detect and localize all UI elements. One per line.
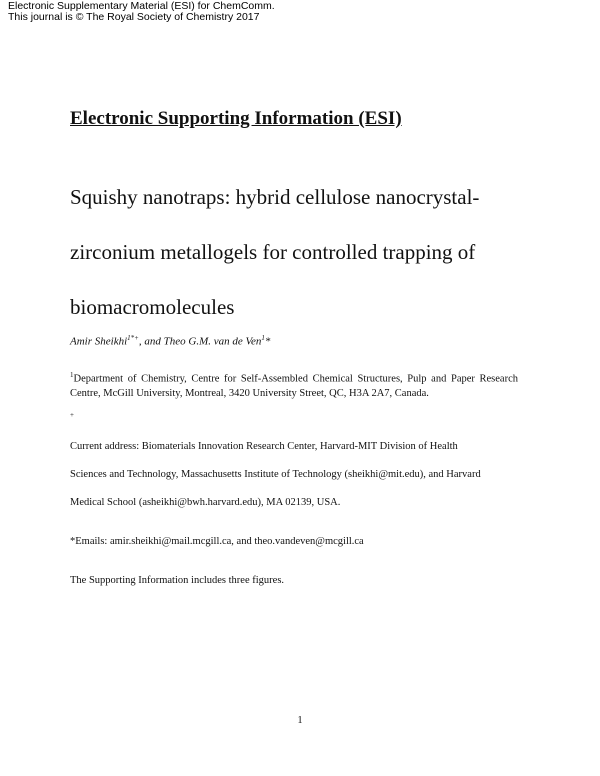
author-name: Theo G.M. van de Ven [163,335,262,348]
supporting-info-note: The Supporting Information includes three figures. [70,575,285,586]
affiliation-2-line-3: Medical School (asheikhi@bwh.harvard.edu), MA 02139, USA. [70,497,341,508]
journal-header-line-2: This journal is © The Royal Society of Chemistry 2017 [8,11,260,23]
paper-title [70,170,540,335]
author-affiliation-mark: 1*+ [127,334,139,342]
esi-title: Electronic Supporting Information (ESI) [70,108,402,129]
paper-title-line-1: Squishy nanotraps: hybrid cellulose nanocrystal- [70,185,480,209]
affiliation-1 [70,368,518,401]
affiliation-2 [70,401,518,518]
author-list [70,334,270,348]
affiliation-mark: + [70,410,74,419]
paper-title-line-3: biomacromolecules [70,295,235,319]
affiliation-text: Current address: Biomaterials Innovation Research Center, Harvard-MIT Division of Health [70,441,458,452]
corresponding-mark: * [264,335,271,348]
affiliation-2-line-2: Sciences and Technology, Massachusetts Institute of Technology (sheikhi@mit.edu), and Harvard [70,469,481,480]
author-name: Amir Sheikhi [70,335,128,348]
affiliation-text: Department of Chemistry, Centre for Self-Assembled Chemical Structures, Pulp and Paper Research Centre, McGill University, Montreal, 3420 University Street, QC, H3A 2A7, Canada. [70,373,518,399]
author-affiliation-mark: 1 [261,334,265,342]
contact-emails: *Emails: amir.sheikhi@mail.mcgill.ca, and theo.vandeven@mcgill.ca [70,536,364,547]
paper-title-line-2: zirconium metallogels for controlled trapping of [70,240,476,264]
page-number: 1 [297,715,303,726]
affiliation-2-line-1 [70,401,518,462]
author-joiner: , and [138,335,164,348]
affiliation-mark: 1 [70,371,74,379]
journal-header-line-1: Electronic Supplementary Material (ESI) for ChemComm. [8,0,275,12]
affiliations [70,368,518,517]
